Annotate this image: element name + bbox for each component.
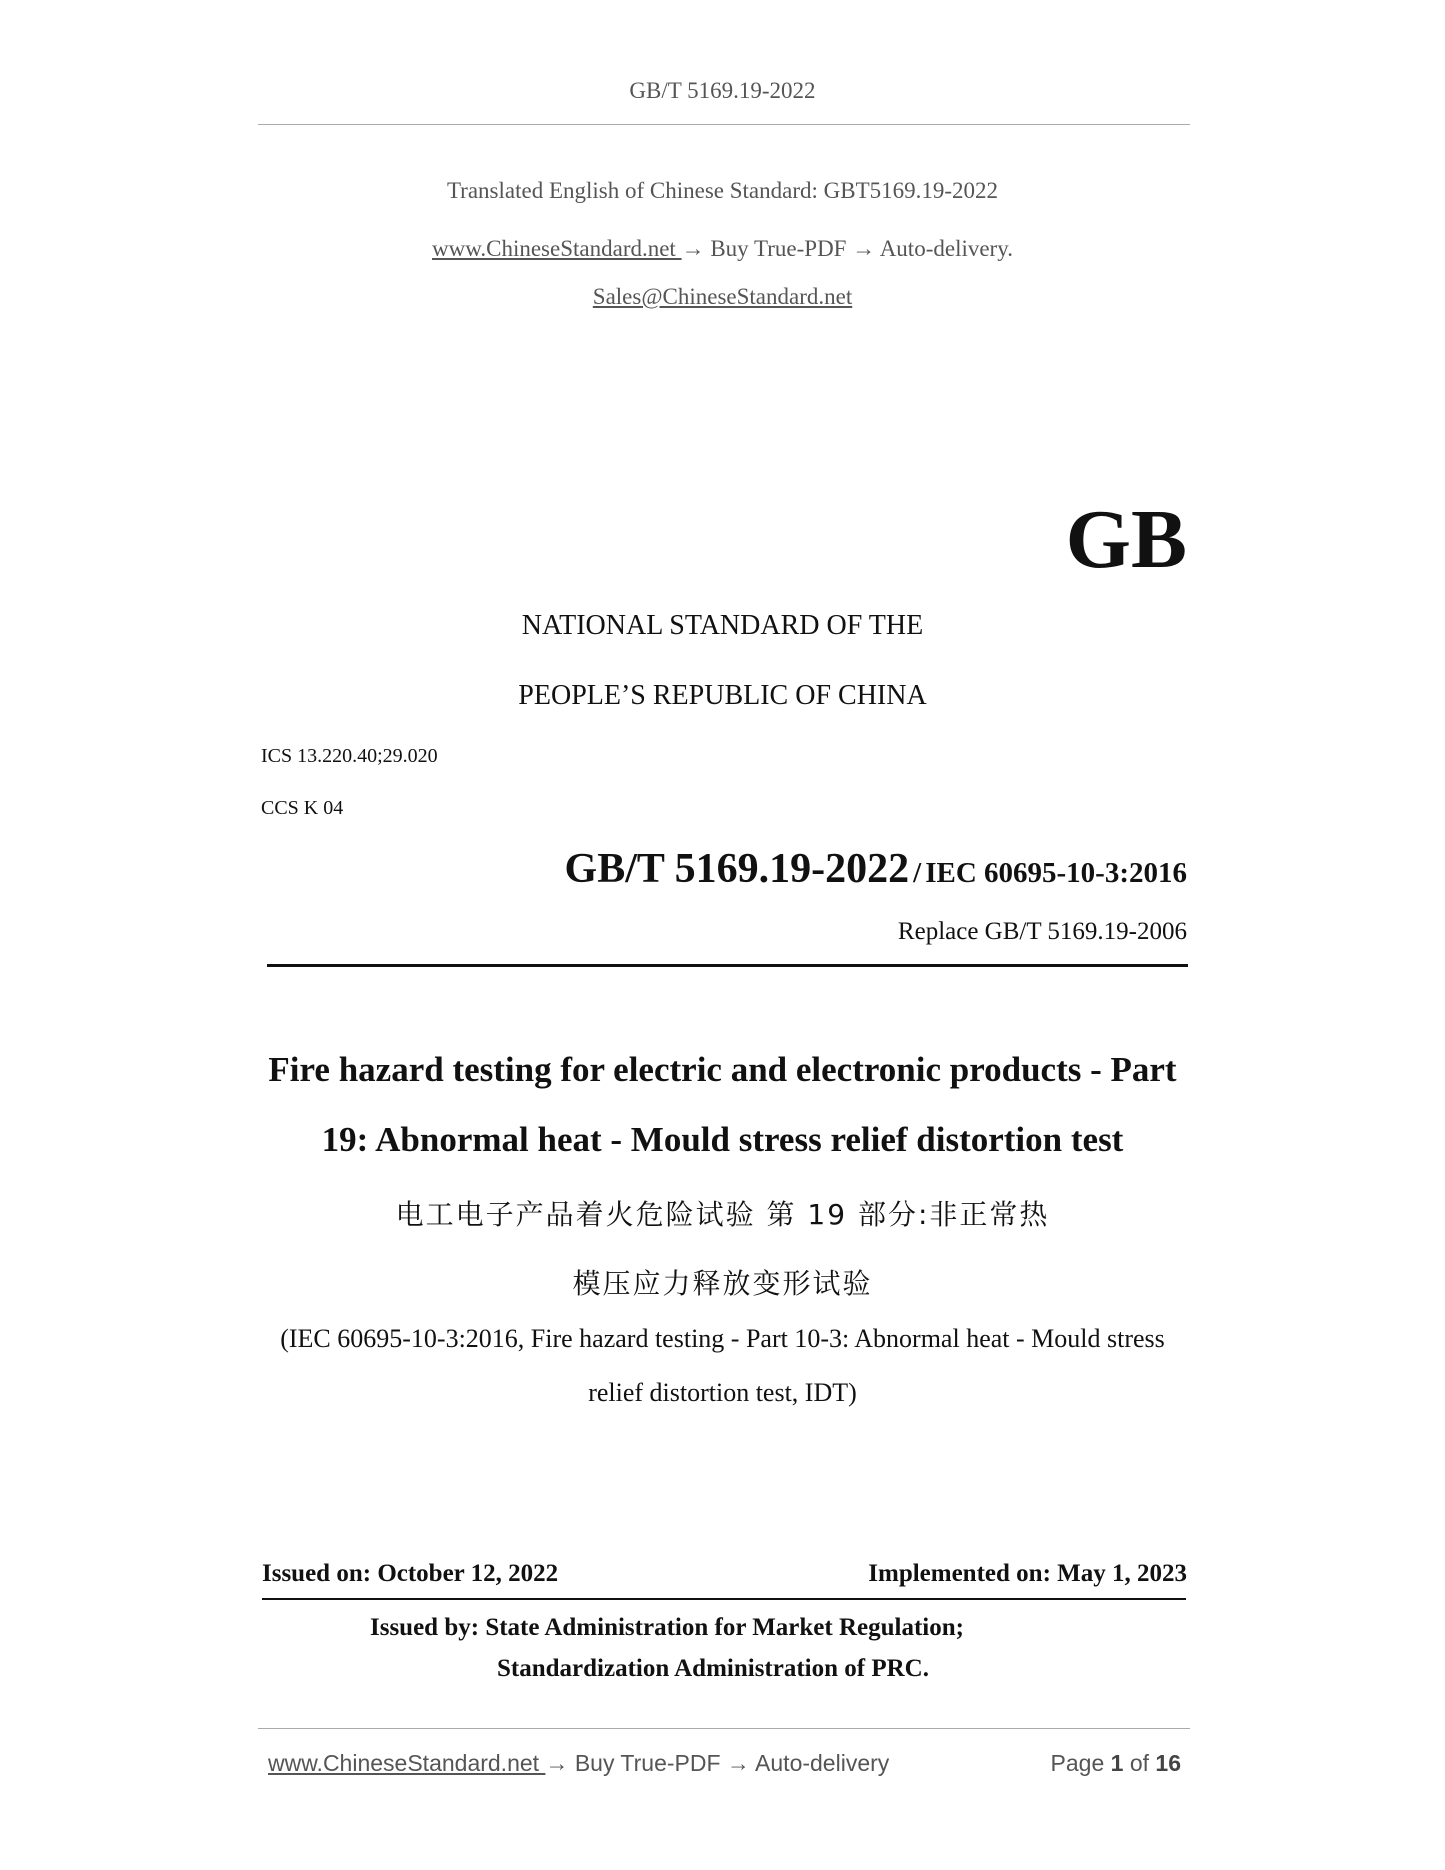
national-standard-line-1: NATIONAL STANDARD OF THE [521, 610, 924, 641]
chinese-title-line-2: 模压应力释放变形试验 [572, 1267, 873, 1300]
site-link[interactable]: www.ChineseStandard.net [432, 236, 682, 261]
replaces-standard: Replace GB/T 5169.19-2006 [897, 918, 1187, 945]
ccs-code: CCS K 04 [261, 797, 344, 819]
standard-number: GB/T 5169.19-2022 [564, 846, 910, 892]
chinese-title-line-1: 电工电子产品着火危险试验 第 19 部分:非正常热 [395, 1198, 1050, 1231]
page-total: 16 [1155, 1750, 1181, 1776]
sales-email-link[interactable]: Sales@ChineseStandard.net [592, 284, 853, 309]
iec-reference-line-2: relief distortion test, IDT) [588, 1378, 857, 1407]
footer-divider [258, 1728, 1190, 1729]
iec-equivalent: IEC 60695-10-3:2016 [925, 857, 1187, 889]
implemented-on-date: Implemented on: May 1, 2023 [868, 1560, 1187, 1587]
header-divider [258, 124, 1190, 125]
page-label: Page [1050, 1750, 1105, 1776]
promo-buy-line [0, 236, 1445, 262]
page-of-label: of [1129, 1750, 1150, 1776]
national-standard-line-2: PEOPLE’S REPUBLIC OF CHINA [518, 680, 927, 711]
footer-site-link[interactable]: www.ChineseStandard.net [268, 1750, 546, 1776]
buy-text: → Buy True-PDF → Auto-delivery. [681, 236, 1013, 261]
page-current: 1 [1110, 1750, 1124, 1776]
iec-reference-line-1: (IEC 60695-10-3:2016, Fire hazard testing - Part 10-3: Abnormal heat - Mould stress [280, 1324, 1165, 1353]
issue-divider [262, 1598, 1186, 1600]
translated-notice: Translated English of Chinese Standard: GBT5169.19-2022 [446, 178, 999, 203]
english-title-line-2: 19: Abnormal heat - Mould stress relief distortion test [321, 1120, 1124, 1159]
gb-mark: GB [1065, 493, 1187, 586]
issuer-line-2: Standardization Administration of PRC. [497, 1655, 929, 1682]
title-divider [267, 964, 1188, 967]
footer-buy-text: → Buy True-PDF → Auto-delivery [545, 1750, 890, 1776]
promo-email-line [0, 284, 1445, 310]
standard-separator: / [913, 857, 922, 889]
issued-on-date: Issued on: October 12, 2022 [262, 1560, 559, 1587]
standard-number-line [565, 848, 1187, 890]
header-standard-code: GB/T 5169.19-2022 [629, 78, 816, 103]
english-title-line-1: Fire hazard testing for electric and electronic products - Part [268, 1050, 1177, 1089]
page-indicator [1051, 1750, 1181, 1777]
issuer-line-1: Issued by: State Administration for Market Regulation; [370, 1614, 964, 1641]
ics-code: ICS 13.220.40;29.020 [261, 745, 438, 767]
footer-promo [268, 1750, 889, 1777]
